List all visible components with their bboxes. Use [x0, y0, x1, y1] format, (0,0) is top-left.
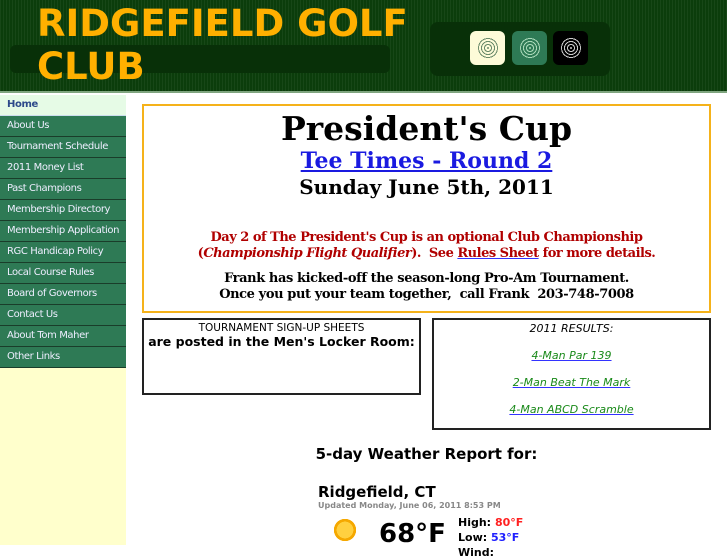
sunny-icon: [332, 517, 358, 543]
low-temp: 53°F: [490, 531, 520, 544]
cup-notice: [144, 230, 709, 262]
sidebar-nav: [0, 95, 126, 545]
notice-italic: Championship Flight Qualifier: [203, 246, 412, 261]
nav-money-list[interactable]: 2011 Money List: [0, 158, 126, 179]
nav-handicap-policy[interactable]: RGC Handicap Policy: [0, 242, 126, 263]
pro-am-line: Once you put your team together, call Frank 203-748-7008: [219, 287, 634, 302]
nav-home[interactable]: Home: [0, 95, 126, 116]
weather-updated: Updated Monday, June 06, 2011 8:53 PM: [318, 501, 501, 510]
nav-about-us[interactable]: About Us: [0, 116, 126, 137]
nav-tournament-schedule[interactable]: Tournament Schedule: [0, 137, 126, 158]
low-label: Low:: [458, 531, 488, 544]
golf-ball-icon: [512, 31, 547, 65]
notice-text: for more details.: [538, 246, 656, 261]
presidents-cup-panel: [142, 104, 711, 313]
weather-heading: 5-day Weather Report for:: [315, 445, 538, 463]
high-label: High:: [458, 516, 492, 529]
signup-heading: TOURNAMENT SIGN-UP SHEETS: [198, 322, 365, 334]
nav-past-champions[interactable]: Past Champions: [0, 179, 126, 200]
nav-about-tom-maher[interactable]: About Tom Maher: [0, 326, 126, 347]
results-box: [432, 318, 711, 430]
signup-text: are posted in the Men's Locker Room:: [148, 334, 415, 349]
result-link-2-man-beat-the-mark[interactable]: 2-Man Beat The Mark: [512, 376, 631, 389]
result-link-4-man-abcd-scramble[interactable]: 4-Man ABCD Scramble: [509, 403, 634, 416]
pro-am-line: Frank has kicked-off the season-long Pro-Am Tournament.: [224, 271, 629, 286]
high-temp: 80°F: [494, 516, 524, 529]
golf-ball-icon: [470, 31, 505, 65]
main-content: [126, 95, 727, 559]
rules-sheet-link[interactable]: Rules Sheet: [457, 246, 539, 261]
site-header: [0, 0, 727, 93]
weather-location: Ridgefield, CT: [318, 483, 436, 501]
notice-line: Day 2 of The President's Cup is an optional Club Championship: [210, 230, 643, 245]
tee-times-link[interactable]: Tee Times - Round 2: [300, 148, 553, 174]
title-line-1: RIDGEFIELD GOLF: [37, 2, 408, 45]
notice-text: ). See: [411, 246, 458, 261]
nav-other-links[interactable]: Other Links: [0, 347, 126, 368]
cup-title: President's Cup: [280, 109, 573, 148]
signup-sheets-box: [142, 318, 421, 395]
weather-widget: [126, 445, 727, 559]
nav-membership-application[interactable]: Membership Application: [0, 221, 126, 242]
pro-am-notice: [144, 271, 709, 303]
nav-board-of-governors[interactable]: Board of Governors: [0, 284, 126, 305]
nav-membership-directory[interactable]: Membership Directory: [0, 200, 126, 221]
nav-contact-us[interactable]: Contact Us: [0, 305, 126, 326]
cup-date: Sunday June 5th, 2011: [299, 175, 554, 199]
title-line-2: CLUB: [37, 45, 145, 88]
result-link-4-man-par[interactable]: 4-Man Par 139: [531, 349, 612, 362]
current-temp: 68°F: [379, 519, 446, 549]
wind-label: Wind:: [458, 546, 495, 559]
notice-text: (: [197, 246, 204, 261]
site-title: [37, 2, 408, 88]
results-heading: 2011 RESULTS:: [529, 322, 614, 335]
nav-local-course-rules[interactable]: Local Course Rules: [0, 263, 126, 284]
golf-ball-icon: [553, 31, 588, 65]
